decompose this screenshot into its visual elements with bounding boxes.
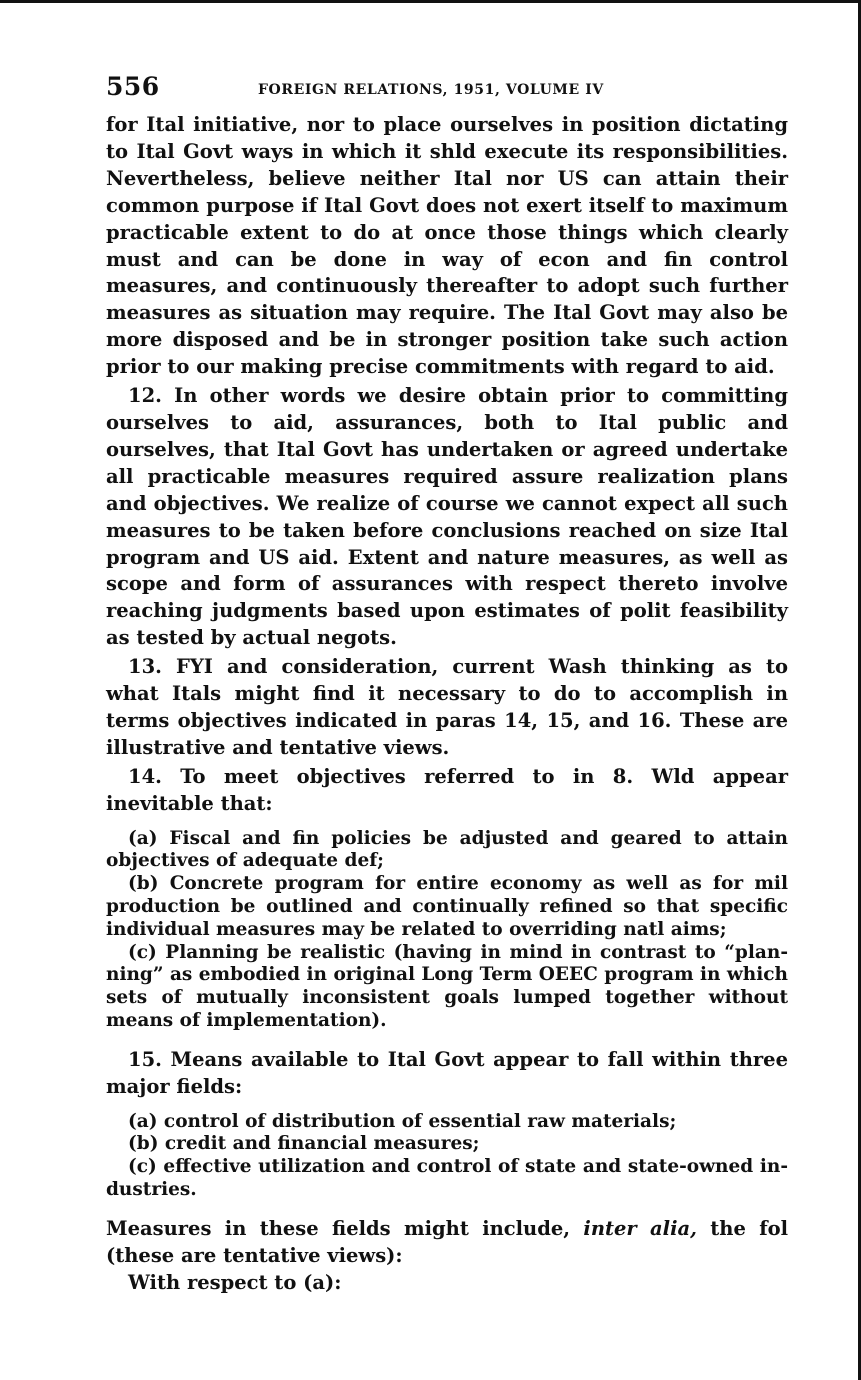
paragraph-14: 14. To meet objectives referred to in 8. Wld appear inevitable that: <box>106 764 788 815</box>
paragraph-measures <box>106 1216 788 1270</box>
list-item: (b) Concrete program for entire economy as well as for mil production be outlined and continually refined so that specific individual measures may be related to overriding natl aims; <box>106 873 788 940</box>
list-item: (c) Planning be realistic (having in mind in contrast to “planning” as embodied in original Long Term OEEC program in which sets of mutually inconsistent goals lumped together without means of implementation). <box>106 941 788 1031</box>
running-title: FOREIGN RELATIONS, 1951, VOLUME IV <box>258 82 604 98</box>
paragraph-15-list <box>106 1111 788 1202</box>
page-number: 556 <box>106 72 160 101</box>
paragraph-12: 12. In other words we desire obtain prior to committing ourselves to aid, assurances, both to Ital public and ourselves, that Ital Govt has undertaken or agreed undertake all practicable measures required assure realization plans and objectives. We realize of course we cannot expect all such measures to be taken before conclusions reached on size Ital program and US aid. Extent and nature measures, as well as scope and form of assurances with respect thereto involve reaching judgments based upon estimates of polit feasibility as tested by actual negots. <box>106 384 788 650</box>
measures-before: Measures in these fields might include, <box>106 1216 584 1240</box>
paragraph-with-respect: With respect to (a): <box>128 1270 342 1294</box>
page-top-border <box>0 0 861 3</box>
list-item: (a) control of distribution of essential raw materials; <box>128 1110 677 1132</box>
list-item: (b) credit and financial measures; <box>128 1133 480 1155</box>
body-text <box>106 112 788 818</box>
paragraph-continuation: for Ital initiative, nor to place ourselves in position dictating to Ital Govt ways in which it shld execute its responsibilities. Nevertheless, believe neither Ital nor US can attain their common purpose if Ital Govt does not exert itself to maximum practicable extent to do at once those things which clearly must and can be done in way of econ and fin control measures, and continuously thereafter to adopt such further measures as situation may require. The Ital Govt may also be more disposed and be in stronger position take such action prior to our making precise commitments with regard to aid. <box>106 113 788 379</box>
list-item: (a) Fiscal and fin policies be adjusted and geared to attain objectives of adequate def; <box>106 827 788 872</box>
paragraph-14-list <box>106 828 788 1033</box>
measures-after: the fol (these are tentative views): <box>106 1216 789 1267</box>
running-head <box>106 72 788 112</box>
list-item: (c) effective utilization and control of state and state-owned industries. <box>106 1156 788 1200</box>
paragraph-13: 13. FYI and consideration, current Wash thinking as to what Itals might find it necessary to do to accomplish in terms objectives indicated in paras 14, 15, and 16. These are illustrative and tentative views. <box>106 655 788 759</box>
body-text-15 <box>106 1047 788 1101</box>
document-page <box>106 72 788 1296</box>
body-text-measures <box>106 1216 788 1297</box>
paragraph-15: 15. Means available to Ital Govt appear to fall within three major fields: <box>106 1047 788 1098</box>
measures-italic: inter alia, <box>583 1216 697 1240</box>
